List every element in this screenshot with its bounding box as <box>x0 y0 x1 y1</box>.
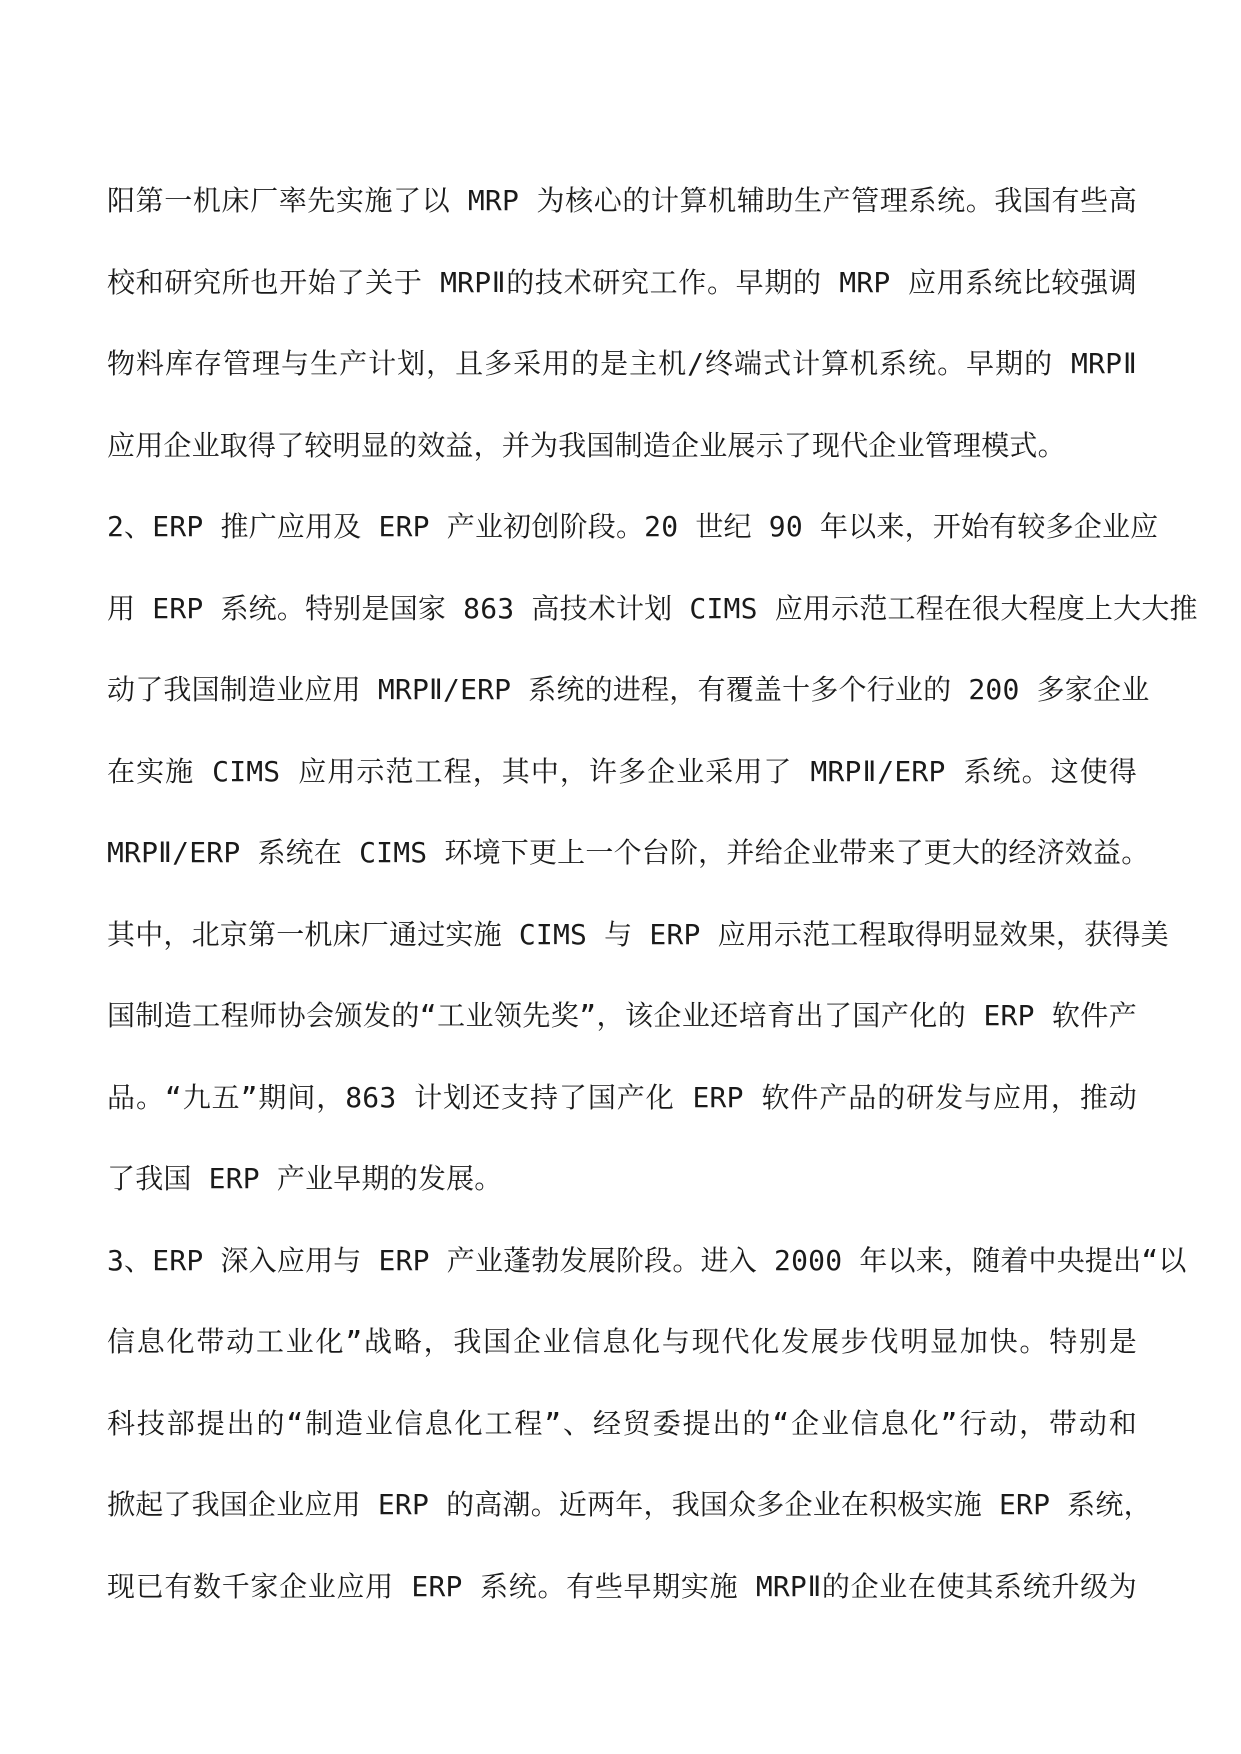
text-line: 掀起了我国企业应用 ERP 的高潮。近两年，我国众多企业在积极实施 ERP 系统， <box>107 1488 1152 1521</box>
text-line: 应用企业取得了较明显的效益，并为我国制造企业展示了现代企业管理模式。 <box>107 428 1066 462</box>
text-line: MRPⅡ/ERP 系统在 CIMS 环境下更上一个台阶，并给企业带来了更大的经济效益。 <box>107 836 1150 869</box>
text-line: 国制造工程师协会颁发的“工业领先奖”，该企业还培育出了国产化的 ERP 软件产 <box>107 999 1137 1032</box>
text-line: 物料库存管理与生产计划，且多采用的是主机/终端式计算机系统。早期的 MRPⅡ <box>107 347 1137 380</box>
text-line: 其中，北京第一机床厂通过实施 CIMS 与 ERP 应用示范工程取得明显效果，获得美 <box>107 917 1169 951</box>
text-line: 3、ERP 深入应用与 ERP 产业蓬勃发展阶段。进入 2000 年以来，随着中央提出“以 <box>107 1243 1187 1277</box>
text-line: 校和研究所也开始了关于 MRPⅡ的技术研究工作。早期的 MRP 应用系统比较强调 <box>107 265 1137 299</box>
text-line: 2、ERP 推广应用及 ERP 产业初创阶段。20 世纪 90 年以来，开始有较多企业应 <box>107 510 1159 543</box>
text-line: 现已有数千家企业应用 ERP 系统。有些早期实施 MRPⅡ的企业在使其系统升级为 <box>107 1569 1137 1603</box>
text-line: 品。“九五”期间，863 计划还支持了国产化 ERP 软件产品的研发与应用，推动 <box>107 1080 1137 1114</box>
text-line: 在实施 CIMS 应用示范工程，其中，许多企业采用了 MRPⅡ/ERP 系统。这使得 <box>107 754 1137 788</box>
text-line: 科技部提出的“制造业信息化工程”、经贸委提出的“企业信息化”行动，带动和 <box>107 1406 1137 1440</box>
body-text <box>107 160 1198 1627</box>
text-line: 动了我国制造业应用 MRPⅡ/ERP 系统的进程，有覆盖十多个行业的 200 多家企业 <box>107 673 1150 706</box>
text-line: 阳第一机床厂率先实施了以 MRP 为核心的计算机辅助生产管理系统。我国有些高 <box>107 184 1137 217</box>
text-line: 用 ERP 系统。特别是国家 863 高技术计划 CIMS 应用示范工程在很大程度上大大推 <box>107 591 1198 625</box>
text-line: 了我国 ERP 产业早期的发展。 <box>107 1162 503 1195</box>
text-line: 信息化带动工业化”战略，我国企业信息化与现代化发展步伐明显加快。特别是 <box>107 1325 1137 1358</box>
